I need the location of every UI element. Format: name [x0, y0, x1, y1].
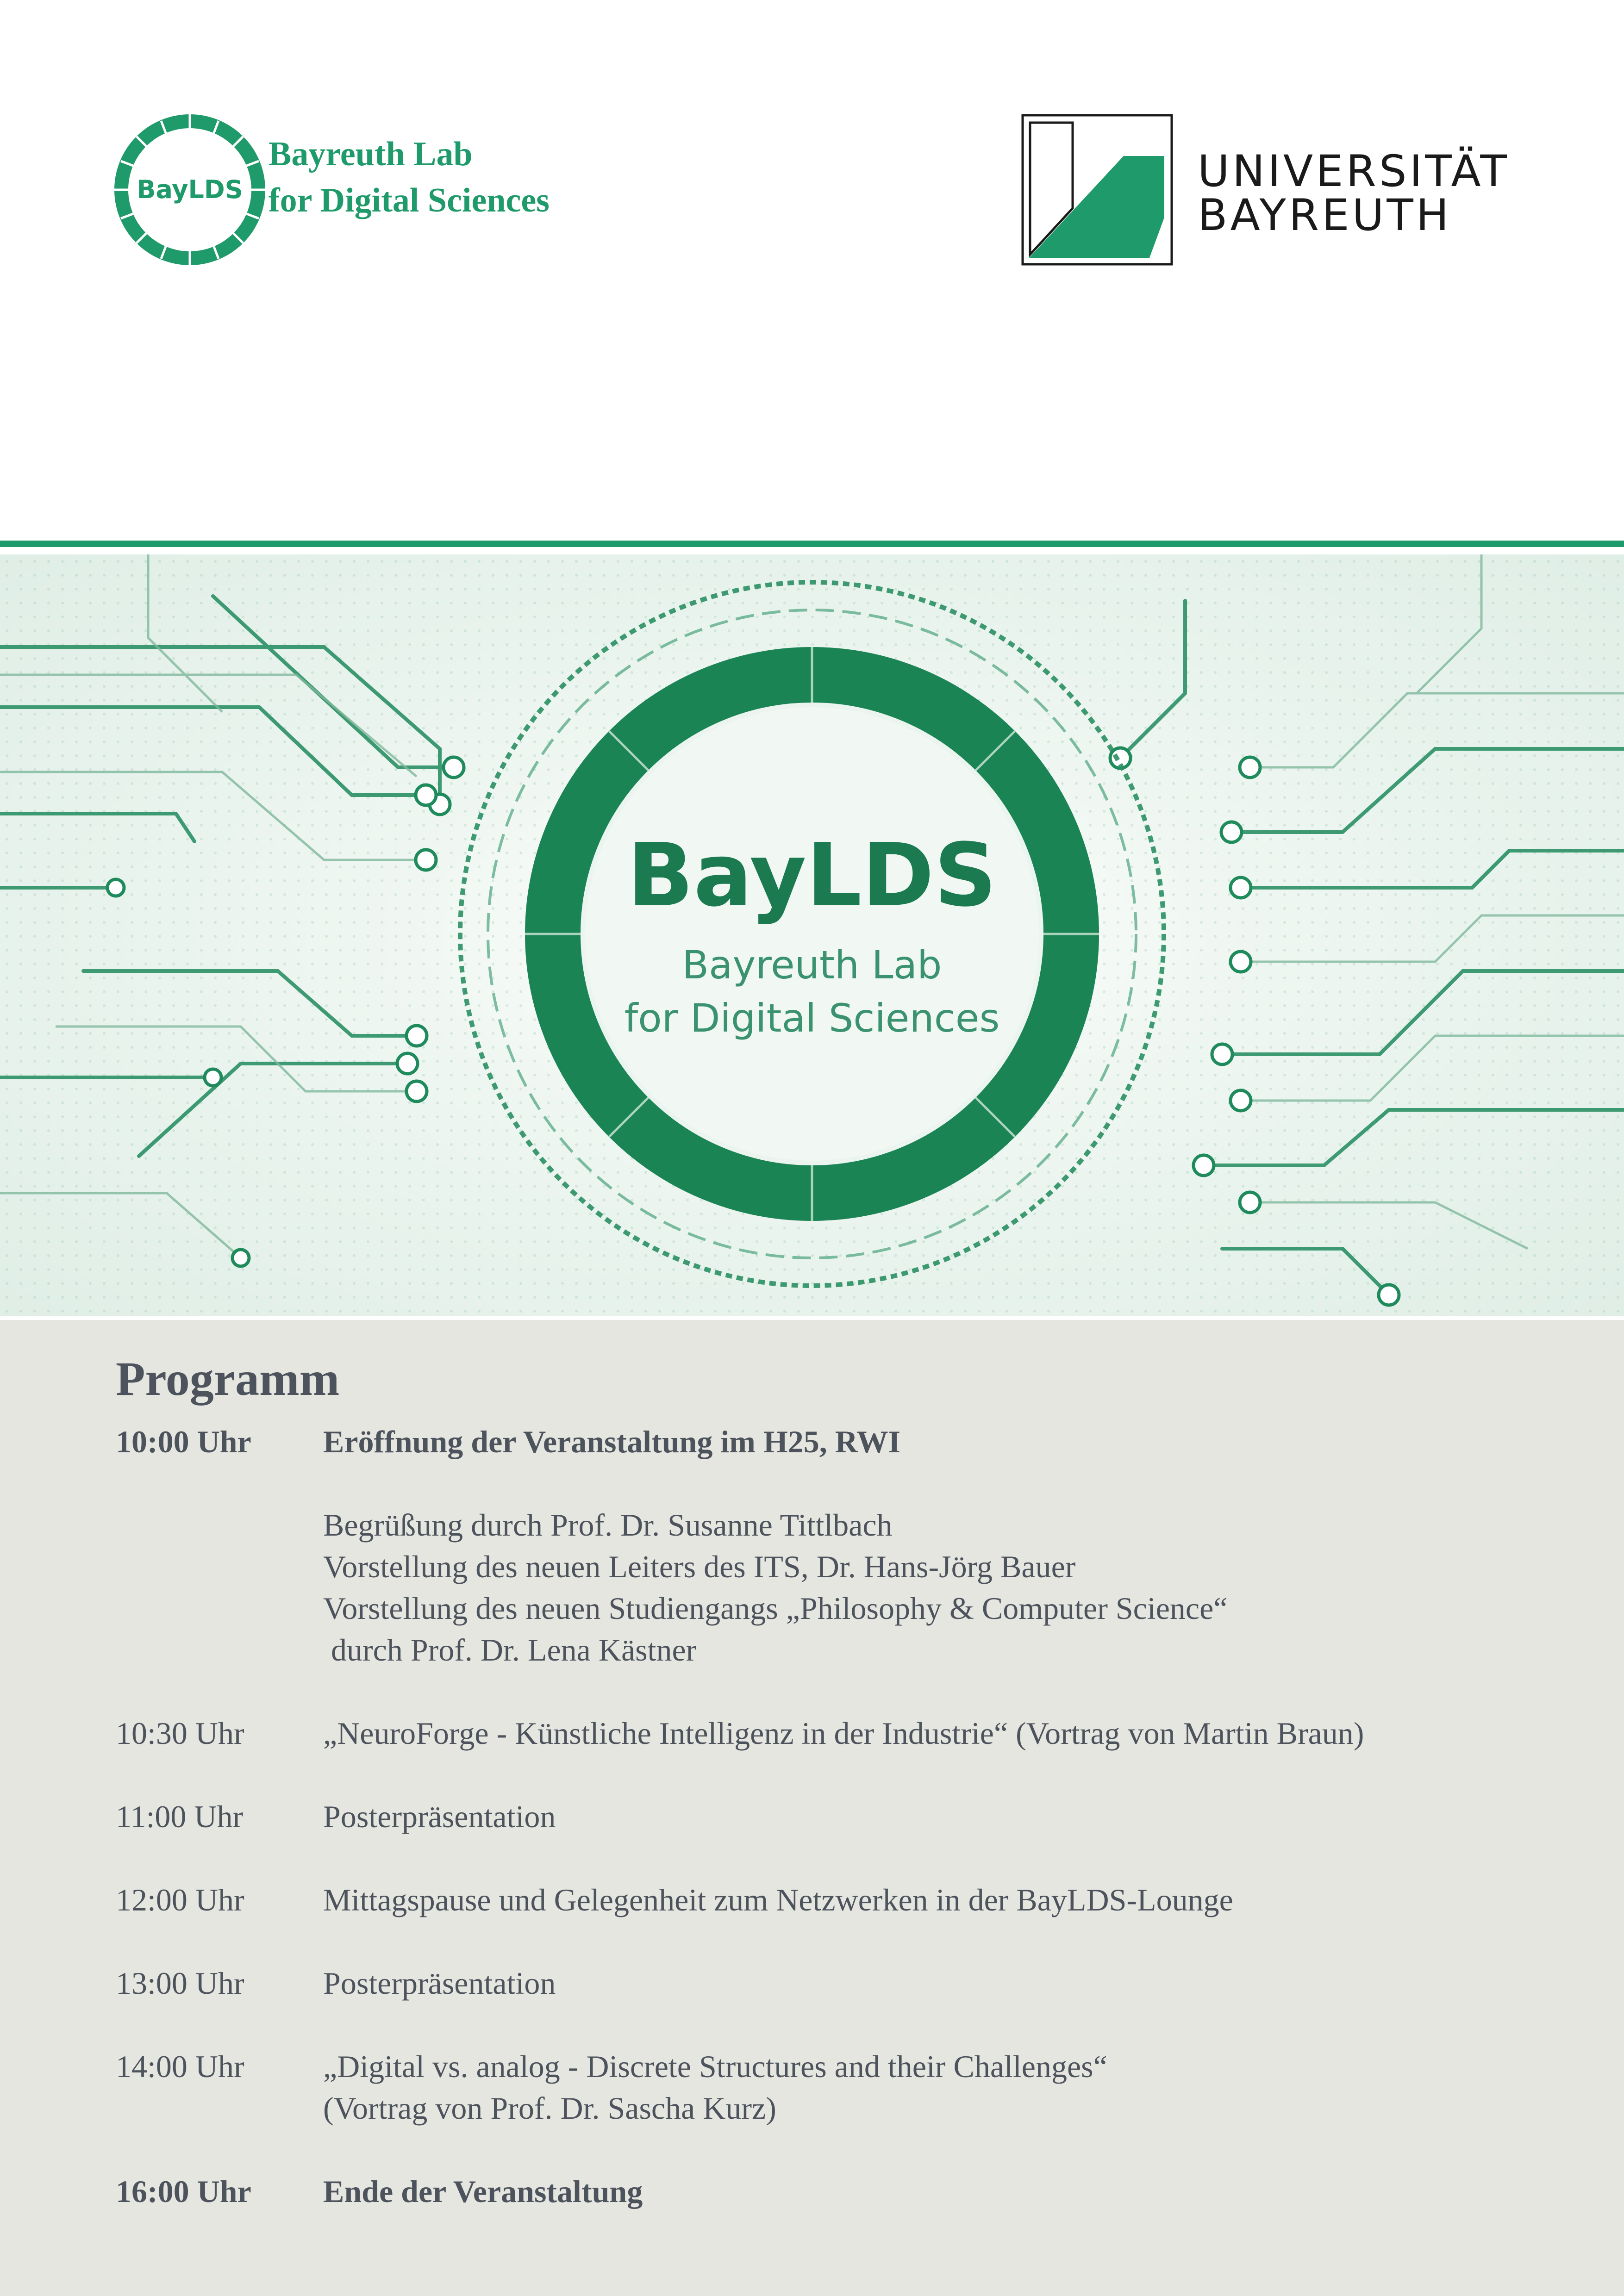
program-line: Eröffnung der Veranstaltung im H25, RWI	[323, 1424, 900, 1459]
baylds-logo-line2: for Digital Sciences	[269, 181, 550, 219]
program-line: Ende der Veranstaltung	[323, 2174, 643, 2209]
ubt-logo-text	[1198, 146, 1510, 241]
program-time: 10:30 Uhr	[116, 1716, 244, 1751]
program-section	[0, 1320, 1624, 2296]
banner-title: BayLDS	[627, 825, 997, 926]
program-line: Vorstellung des neuen Leiters des ITS, Dr. Hans-Jörg Bauer	[323, 1549, 1076, 1584]
program-time: 12:00 Uhr	[116, 1882, 244, 1917]
program-line: (Vortrag von Prof. Dr. Sascha Kurz)	[323, 2091, 776, 2126]
ubt-mark-icon	[1021, 113, 1174, 266]
program-row	[116, 1962, 1551, 2004]
program-time: 13:00 Uhr	[116, 1966, 244, 2001]
banner-subtitle: Bayreuth Lab for Digital Sciences	[624, 942, 1000, 1041]
ubt-logo-line1: UNIVERSITÄT	[1198, 146, 1510, 197]
program-row	[116, 1879, 1551, 1921]
program-heading: Programm	[116, 1352, 340, 1406]
program-line: Mittagspause und Gelegenheit zum Netzwerken in der BayLDS-Lounge	[323, 1882, 1233, 1917]
ubt-logo	[1021, 113, 1530, 266]
program-row	[116, 1796, 1551, 1837]
program-line: „NeuroForge - Künstliche Intelligenz in der Industrie“ (Vortrag von Martin Braun)	[323, 1716, 1364, 1751]
program-line: Begrüßung durch Prof. Dr. Susanne Tittlbach	[323, 1507, 893, 1543]
program-time: 16:00 Uhr	[116, 2174, 251, 2209]
program-row-opening	[116, 1421, 1551, 1462]
program-row-opening-details	[116, 1504, 1551, 1671]
program-line: Posterpräsentation	[323, 1966, 556, 2001]
program-line: durch Prof. Dr. Lena Kästner	[323, 1632, 697, 1668]
program-line: Posterpräsentation	[323, 1799, 556, 1834]
baylds-logo-name: BayLDS	[137, 175, 243, 204]
circuit-board-illustration	[0, 554, 1624, 1316]
program-row	[116, 2046, 1551, 2129]
header	[0, 0, 1624, 541]
divider-line	[0, 541, 1624, 547]
hero-banner	[0, 554, 1624, 1316]
program-row	[116, 1712, 1551, 1754]
program-time: 11:00 Uhr	[116, 1799, 244, 1834]
program-line: „Digital vs. analog - Discrete Structures and their Challenges“	[323, 2049, 1107, 2084]
baylds-logo-line1: Bayreuth Lab	[269, 135, 473, 173]
program-line: Vorstellung des neuen Studiengangs „Philosophy & Computer Science“	[323, 1591, 1228, 1626]
program-time: 10:00 Uhr	[116, 1424, 251, 1459]
program-details	[323, 1504, 1551, 1671]
program-time: 14:00 Uhr	[116, 2049, 244, 2084]
baylds-logo	[113, 113, 613, 266]
program-title	[323, 1421, 1551, 1462]
program-list	[116, 1421, 1551, 2212]
ubt-logo-line2: BAYREUTH	[1198, 190, 1452, 241]
baylds-logo-text	[269, 131, 550, 224]
program-row-closing	[116, 2171, 1551, 2212]
